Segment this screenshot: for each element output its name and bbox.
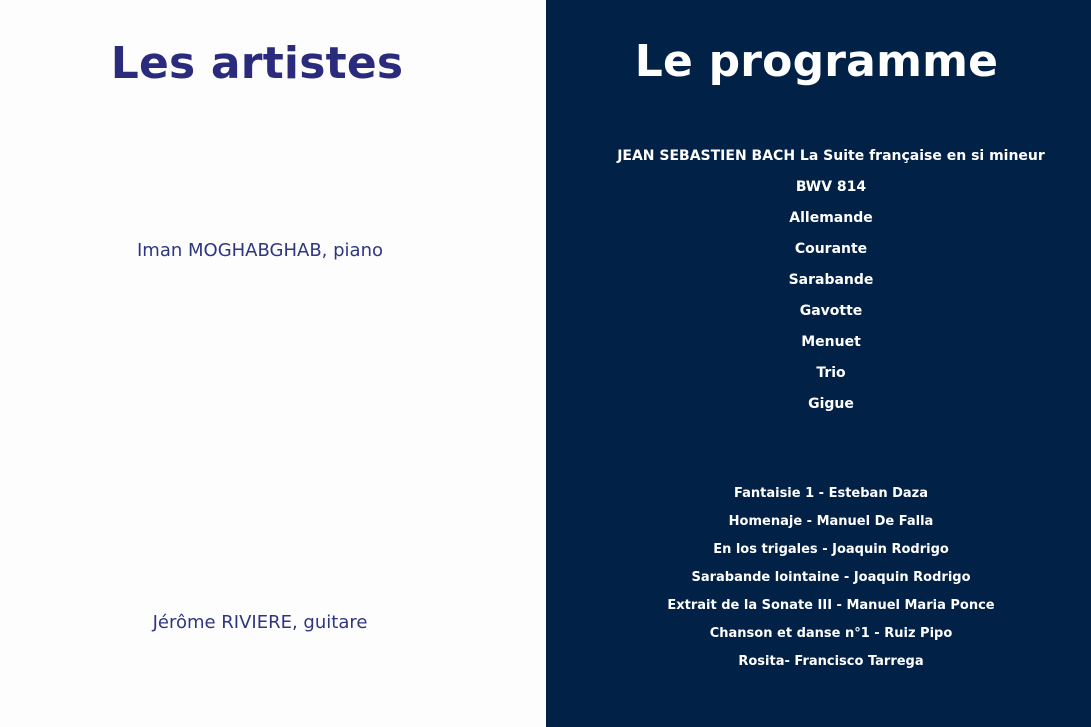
- work-item: En los trigales - Joaquin Rodrigo: [713, 542, 949, 557]
- work-item: Homenaje - Manuel De Falla: [728, 514, 934, 529]
- artists-heading: Les artistes: [110, 38, 404, 89]
- work-item: Fantaisie 1 - Esteban Daza: [733, 486, 929, 501]
- suite-item-gavotte: Gavotte: [799, 303, 863, 319]
- suite-item-title: JEAN SEBASTIEN BACH La Suite française en si mineur: [617, 148, 1045, 164]
- suite-item-allemande: Allemande: [789, 210, 873, 226]
- work-item: Sarabande lointaine - Joaquin Rodrigo: [691, 570, 971, 585]
- suite-item-catalog: BWV 814: [795, 179, 867, 195]
- artist-piano: Iman MOGHABGHAB, piano: [137, 240, 383, 261]
- program-heading: Le programme: [634, 36, 999, 87]
- suite-item-menuet: Menuet: [801, 334, 861, 350]
- work-item: Rosita- Francisco Tarrega: [738, 654, 924, 669]
- work-item: Chanson et danse n°1 - Ruiz Pipo: [709, 626, 953, 641]
- suite-item-gigue: Gigue: [808, 396, 854, 412]
- works-list: [586, 480, 1076, 676]
- work-item: Extrait de la Sonate III - Manuel Maria Ponce: [667, 598, 995, 613]
- suite-item-courante: Courante: [794, 241, 868, 257]
- artist-guitar: Jérôme RIVIERE, guitare: [152, 612, 368, 633]
- suite-item-trio: Trio: [816, 365, 846, 381]
- program-section: [546, 0, 1091, 727]
- suite-item-sarabande: Sarabande: [788, 272, 874, 288]
- suite-list: [576, 141, 1086, 420]
